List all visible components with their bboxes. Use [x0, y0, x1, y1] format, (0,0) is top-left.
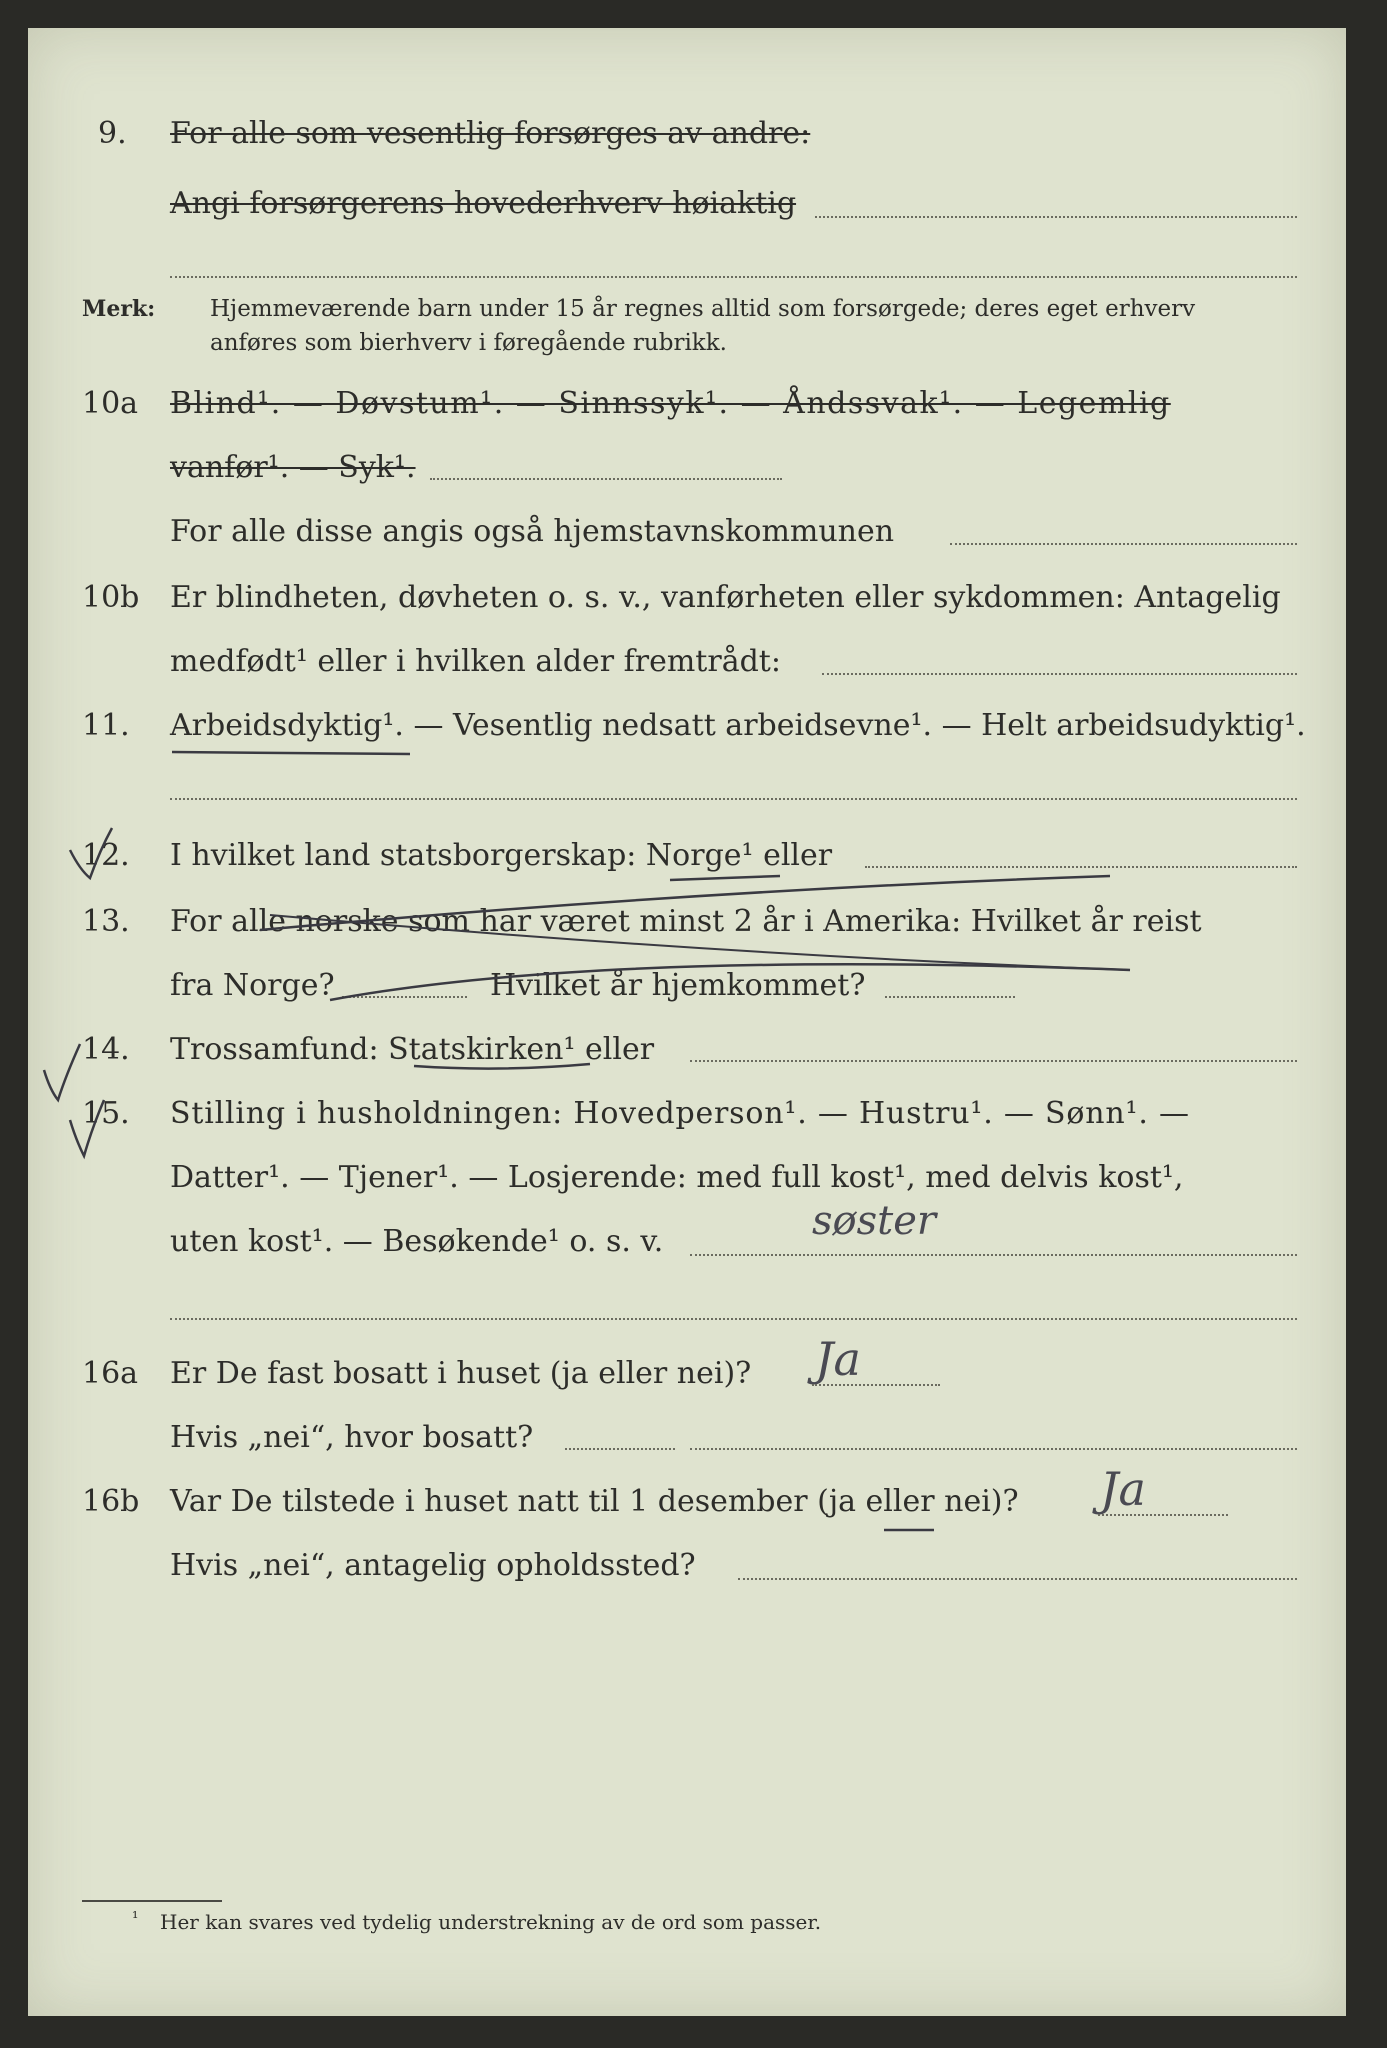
q10a-line2: vanfør¹. — Syk¹.	[170, 450, 416, 485]
q16b-number: 16b	[82, 1484, 140, 1519]
q15-answer-line[interactable]	[690, 1254, 1297, 1256]
q16b-handwritten-answer: Ja	[1100, 1462, 1146, 1516]
q10b-answer-line[interactable]	[822, 673, 1297, 675]
q13-line2b: Hvilket år hjemkommet?	[490, 968, 866, 1003]
q9-answer-line1[interactable]	[815, 216, 1297, 218]
q11-line1: Arbeidsdyktig¹. — Vesentlig nedsatt arbeidsevne¹. — Helt arbeidsudyktig¹.	[170, 708, 1306, 743]
q13-line2a: fra Norge?	[170, 968, 335, 1003]
footnote-mark: ¹	[132, 1908, 139, 1927]
footnote-rule	[82, 1900, 222, 1902]
q12-line1: I hvilket land statsborgerskap: Norge¹ eller	[170, 838, 833, 873]
q16a-handwritten-answer: Ja	[815, 1332, 861, 1386]
q16a-line2: Hvis „nei“, hvor bosatt?	[170, 1420, 534, 1455]
footnote-text: Her kan svares ved tydelig understrekning av de ord som passer.	[160, 1910, 822, 1934]
q10a-number: 10a	[82, 386, 139, 421]
q9-number: 9.	[98, 116, 127, 151]
q10b-number: 10b	[82, 580, 140, 615]
q13-hjemkommet-line[interactable]	[885, 996, 1015, 998]
q13-number: 13.	[82, 904, 130, 939]
q15-line3: uten kost¹. — Besøkende¹ o. s. v.	[170, 1224, 664, 1259]
merk-label: Merk:	[82, 296, 156, 322]
q16a-number: 16a	[82, 1356, 139, 1391]
q15-line1: Stilling i husholdningen: Hovedperson¹. — Hustru¹. — Sønn¹. —	[170, 1096, 1190, 1131]
q10a-line1: Blind¹. — Døvstum¹. — Sinnssyk¹. — Åndssvak¹. — Legemlig	[170, 386, 1171, 421]
q10b-line2: medfødt¹ eller i hvilken alder fremtrådt:	[170, 644, 781, 679]
q11-answer-line[interactable]	[170, 798, 1297, 800]
q10a-hjemstavn-line[interactable]	[950, 543, 1297, 545]
q15-number: 15.	[82, 1096, 130, 1131]
q12-answer-line[interactable]	[865, 866, 1297, 868]
q9-line1: For alle som vesentlig forsørges av andre:	[170, 116, 811, 151]
q16a-bosatt-line2[interactable]	[690, 1448, 1297, 1450]
q15-extra-line[interactable]	[170, 1318, 1297, 1320]
q14-number: 14.	[82, 1032, 130, 1067]
q10a-line3: For alle disse angis også hjemstavnskommunen	[170, 514, 895, 549]
q13-reist-line[interactable]	[342, 996, 467, 998]
merk-line2: anføres som bierhverv i føregående rubrikk.	[210, 330, 727, 356]
q16b-answer-line[interactable]	[1098, 1514, 1228, 1516]
merk-line1: Hjemmeværende barn under 15 år regnes alltid som forsørgede; deres eget erhverv	[210, 296, 1196, 322]
q10a-answer-line[interactable]	[430, 478, 782, 480]
q16b-line2: Hvis „nei“, antagelig opholdssted?	[170, 1548, 696, 1583]
q16b-opholdssted-line[interactable]	[738, 1578, 1297, 1580]
q12-number: 12.	[82, 838, 130, 873]
q16a-line1: Er De fast bosatt i huset (ja eller nei)?	[170, 1356, 752, 1391]
census-form-sheet	[28, 28, 1346, 2016]
q9-line2: Angi forsørgerens hovederhverv høiaktig	[170, 186, 797, 221]
q14-line1: Trossamfund: Statskirken¹ eller	[170, 1032, 655, 1067]
q16b-line1: Var De tilstede i huset natt til 1 desember (ja eller nei)?	[170, 1484, 1019, 1519]
q15-line2: Datter¹. — Tjener¹. — Losjerende: med full kost¹, med delvis kost¹,	[170, 1160, 1184, 1195]
q13-line1: For alle norske som har været minst 2 år i Amerika: Hvilket år reist	[170, 904, 1202, 939]
q10b-line1: Er blindheten, døvheten o. s. v., vanførheten eller sykdommen: Antagelig	[170, 580, 1281, 615]
q11-number: 11.	[82, 708, 130, 743]
q16a-bosatt-line[interactable]	[565, 1448, 675, 1450]
q16a-answer-line[interactable]	[812, 1384, 940, 1386]
q15-handwritten-answer: søster	[812, 1198, 937, 1244]
q9-answer-line2[interactable]	[170, 276, 1297, 278]
q14-answer-line[interactable]	[690, 1060, 1297, 1062]
